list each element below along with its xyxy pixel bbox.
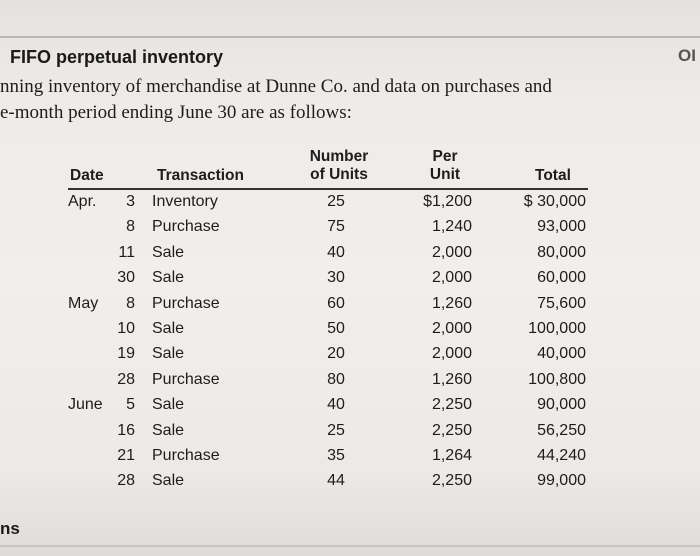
problem-intro xyxy=(0,74,700,126)
cell-units: 60 xyxy=(327,294,345,312)
cell-per-unit: $1,200 xyxy=(423,193,472,210)
cell-transaction: Purchase xyxy=(152,218,220,236)
cell-total: 56,250 xyxy=(537,421,586,439)
cell-month: Apr. xyxy=(68,193,97,210)
table-row xyxy=(0,345,700,370)
top-divider xyxy=(0,36,700,38)
cell-per-unit: 2,000 xyxy=(431,269,472,287)
cell-total: 80,000 xyxy=(537,243,586,261)
cell-transaction: Sale xyxy=(152,472,185,490)
cell-month: May xyxy=(68,294,99,312)
cell-units: 40 xyxy=(327,243,345,261)
cell-per-unit: 2,250 xyxy=(431,396,472,414)
header-per-unit xyxy=(410,148,480,184)
cell-per-unit: 1,240 xyxy=(431,218,472,236)
header-units-line-2: of Units xyxy=(310,166,368,183)
cell-total: 100,800 xyxy=(528,370,586,388)
table-row xyxy=(0,396,700,421)
bottom-divider xyxy=(0,545,700,547)
cell-transaction: Purchase xyxy=(152,370,220,388)
cell-total: 100,000 xyxy=(528,320,586,337)
cell-units: 80 xyxy=(327,370,345,388)
cell-units: 35 xyxy=(327,447,345,464)
cell-per-unit: 1,260 xyxy=(431,294,472,312)
header-transaction: Transaction xyxy=(157,167,244,184)
cell-transaction: Sale xyxy=(152,345,185,363)
header-date: Date xyxy=(70,167,104,184)
header-unit-line-1: Per xyxy=(432,148,458,165)
table-row xyxy=(0,269,700,294)
corner-fragment: OI xyxy=(678,46,696,65)
header-rule xyxy=(68,188,588,190)
cell-total: 75,600 xyxy=(537,294,586,312)
cell-month: June xyxy=(68,396,103,414)
cell-transaction: Sale xyxy=(152,320,185,337)
cell-day: 30 xyxy=(117,269,135,287)
cell-total: 44,240 xyxy=(537,447,586,464)
cell-day: 19 xyxy=(117,345,135,363)
problem-title: FIFO perpetual inventory xyxy=(10,47,224,67)
cell-day: 11 xyxy=(118,243,135,261)
cell-per-unit: 2,000 xyxy=(431,345,472,363)
table-row xyxy=(0,447,700,472)
cell-transaction: Inventory xyxy=(152,193,218,210)
cell-day: 5 xyxy=(126,396,135,414)
cell-total: 60,000 xyxy=(537,269,586,287)
cell-total: $ 30,000 xyxy=(523,193,586,210)
cell-per-unit: 2,000 xyxy=(431,243,472,261)
cell-day: 16 xyxy=(117,421,135,439)
cell-units: 75 xyxy=(327,218,345,236)
cell-day: 28 xyxy=(117,370,135,388)
cell-day: 3 xyxy=(126,193,135,210)
cell-per-unit: 1,264 xyxy=(431,447,472,464)
cell-per-unit: 1,260 xyxy=(431,370,472,388)
cell-units: 25 xyxy=(327,421,345,439)
header-total: Total xyxy=(535,167,571,184)
cell-per-unit: 2,250 xyxy=(431,421,472,439)
intro-line-2: e-month period ending June 30 are as follows: xyxy=(0,102,352,123)
cell-units: 30 xyxy=(327,269,345,287)
cell-units: 44 xyxy=(327,472,345,490)
header-number-of-units xyxy=(300,148,378,184)
cell-day: 8 xyxy=(126,294,135,312)
cell-day: 8 xyxy=(126,218,135,236)
cell-per-unit: 2,000 xyxy=(431,320,472,337)
cell-transaction: Sale xyxy=(152,243,185,261)
cell-day: 10 xyxy=(117,320,135,337)
cell-transaction: Sale xyxy=(152,421,185,439)
table-row xyxy=(0,218,700,243)
cell-total: 90,000 xyxy=(537,396,586,414)
cell-units: 40 xyxy=(327,396,345,414)
table-row xyxy=(0,472,700,497)
table-row xyxy=(0,320,700,345)
cell-units: 25 xyxy=(327,193,345,210)
table-row xyxy=(0,244,700,269)
cell-total: 99,000 xyxy=(537,472,586,490)
header-unit-line-2: Unit xyxy=(429,166,461,183)
header-units-line-1: Number xyxy=(309,148,369,165)
table-row xyxy=(0,422,700,447)
cell-transaction: Sale xyxy=(152,396,185,414)
cell-transaction: Purchase xyxy=(152,447,220,464)
table-row xyxy=(0,295,700,320)
table-row xyxy=(0,371,700,396)
cell-total: 40,000 xyxy=(537,345,586,363)
footer-fragment: ns xyxy=(0,519,20,538)
cell-units: 20 xyxy=(327,345,345,363)
cell-day: 21 xyxy=(117,447,135,464)
cell-transaction: Sale xyxy=(152,269,185,287)
table-row xyxy=(0,193,700,218)
cell-units: 50 xyxy=(327,320,345,337)
intro-line-1: nning inventory of merchandise at Dunne Co. and data on purchases and xyxy=(0,76,552,97)
cell-per-unit: 2,250 xyxy=(431,472,472,490)
cell-day: 28 xyxy=(117,472,135,490)
cell-transaction: Purchase xyxy=(152,294,220,312)
cell-total: 93,000 xyxy=(537,218,586,236)
